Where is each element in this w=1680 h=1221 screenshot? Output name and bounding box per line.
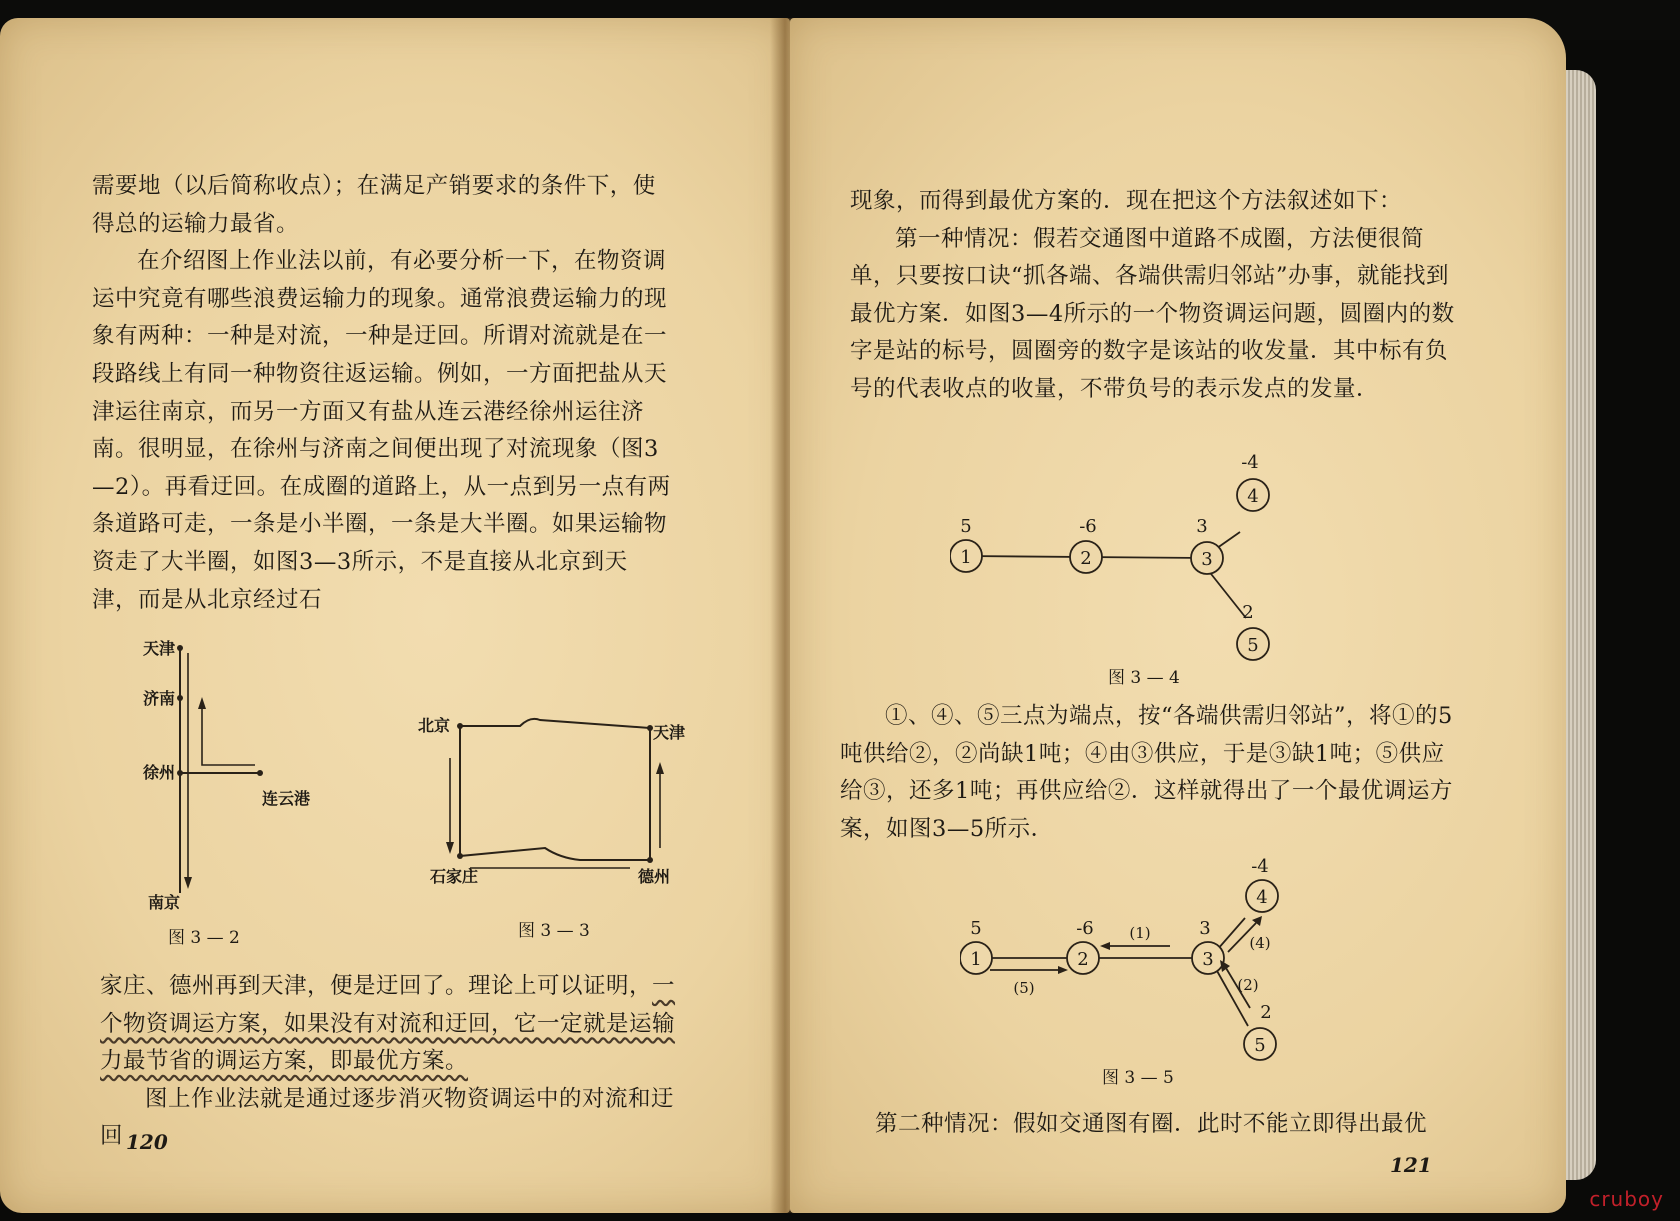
arrow-head [184, 877, 192, 889]
station-4-id: 4 [1247, 486, 1259, 507]
paragraph-conclusion [100, 968, 680, 1081]
caption-3-4: 图 3 — 4 [1108, 668, 1180, 688]
arrow-head [1058, 966, 1068, 974]
node-dezhou [647, 857, 653, 863]
station-4-amount: -4 [1241, 452, 1259, 473]
flow-label-3-2: (1) [1129, 924, 1151, 942]
paragraph: 需要地（以后简称收点）；在满足产销要求的条件下，使得总的运输力最省。 [92, 173, 656, 237]
paragraph: 图上作业法就是通过逐步消灭物资调运中的对流和迂回 [100, 1085, 675, 1150]
label-lianyungang: 连云港 [262, 789, 311, 808]
paragraph: ①、④、⑤三点为端点，按“各端供需归邻站”，将①的5吨供给②，②尚缺1吨；④由③供应，于是③缺1吨；⑤供应给③，还多1吨；再供应给②．这样就得出了一个最优调运方案，如图3—5所示． [840, 703, 1453, 842]
caption-3-5: 图 3 — 5 [1102, 1068, 1174, 1088]
flow-label-1-2: (5) [1013, 979, 1035, 997]
station-2-id: 2 [1077, 949, 1089, 970]
arrow-head [656, 762, 664, 774]
station-1-id: 1 [960, 547, 972, 568]
caption-3-2: 图 3 — 2 [168, 928, 240, 948]
right-text-bottom [875, 1106, 1475, 1144]
flow-label-5-3: (2) [1237, 976, 1259, 994]
left-page [0, 18, 790, 1213]
label-tianjin: 天津 [143, 639, 176, 658]
station-2-id: 2 [1080, 548, 1092, 569]
left-text-top [92, 168, 672, 619]
conclusion-plain: 家庄、德州再到天津，便是迂回了。理论上可以证明， [100, 973, 653, 999]
caption-3-3: 图 3 — 3 [518, 921, 590, 941]
arrow-head [198, 697, 206, 709]
node-jinan [177, 695, 183, 701]
station-3-id: 3 [1202, 949, 1214, 970]
station-5-amount: 2 [1242, 602, 1254, 623]
label-nanjing: 南京 [148, 893, 181, 912]
page-number-left: 120 [126, 1130, 168, 1154]
paragraph: 第一种情况：假若交通图中道路不成圈，方法便很简单，只要按口诀“抓各端、各端供需归邻站”办事，就能找到最优方案．如图3—4所示的一个物资调运问题，圆圈内的数字是站的标号，圆圈旁的数字是该站的收发量．其中标有负号的代表收点的收量，不带负号的表示发点的发量． [850, 225, 1455, 402]
flow-label-3-4: (4) [1249, 934, 1271, 952]
page-number-right: 121 [1390, 1153, 1432, 1177]
node-xuzhou [177, 770, 183, 776]
left-text-bottom [100, 968, 680, 1156]
station-4-id: 4 [1256, 887, 1268, 908]
arrow-head [1220, 960, 1230, 972]
paragraph: 第二种情况：假如交通图有圈．此时不能立即得出最优 [875, 1111, 1428, 1137]
station-5-id: 5 [1254, 1035, 1266, 1056]
conclusion-underlined: 一个物资调运方案，如果没有对流和迂回，它一定就是运输力最节省的调运方案，即最优方案。 [100, 973, 676, 1075]
node-lianyungang [257, 770, 263, 776]
flow-arrow-north [202, 703, 255, 765]
station-1-amount: 5 [970, 918, 982, 939]
right-text-top [850, 183, 1465, 409]
paragraph: 现象，而得到最优方案的．现在把这个方法叙述如下： [850, 188, 1403, 214]
node-shijiazhuang [457, 853, 463, 859]
node-tianjin [177, 645, 183, 651]
station-5-amount: 2 [1260, 1002, 1272, 1023]
label-xuzhou: 徐州 [143, 763, 176, 782]
station-1-amount: 5 [960, 516, 972, 537]
label-shijiazhuang: 石家庄 [430, 867, 479, 886]
paragraph: 在介绍图上作业法以前，有必要分析一下，在物资调运中究竟有哪些浪费运输力的现象。通常浪费运输力的现象有两种：一种是对流，一种是迂回。所谓对流就是在一段路线上有同一种物资往返运输。例如，一方面把盐从天津运往南京，而另一方面又有盐从连云港经徐州运往济南。很明显，在徐州与济南之间便出现了对流现象（图3—2）。再看迂回。在成圈的道路上，从一点到另一点有两条道路可走，一条是小半圈，一条是大半圈。如果运输物资走了大半圈，如图3—3所示，不是直接从北京到天津，而是从北京经过石 [92, 248, 671, 613]
book-page-edges [1566, 70, 1596, 1180]
station-3-id: 3 [1201, 549, 1213, 570]
watermark: cruboy [1589, 1187, 1664, 1211]
label-dezhou: 德州 [638, 867, 671, 886]
right-text-middle [840, 698, 1460, 848]
station-1-id: 1 [970, 949, 982, 970]
label-jinan: 济南 [143, 689, 176, 708]
station-4-amount: -4 [1251, 858, 1269, 877]
figure-3-4 [950, 448, 1280, 668]
label-tianjin-b: 天津 [653, 723, 686, 742]
right-page [790, 18, 1566, 1213]
label-beijing: 北京 [418, 716, 451, 735]
station-3-amount: 3 [1199, 918, 1211, 939]
station-2-amount: -6 [1079, 516, 1097, 537]
station-3-amount: 3 [1196, 516, 1208, 537]
station-2-amount: -6 [1076, 918, 1094, 939]
figure-3-3 [440, 708, 670, 888]
figure-3-5 [960, 858, 1290, 1063]
arrow-head [446, 842, 454, 854]
arrow-head [1100, 942, 1110, 950]
loop-route [460, 719, 650, 860]
node-beijing [457, 723, 463, 729]
station-5-id: 5 [1247, 635, 1259, 656]
